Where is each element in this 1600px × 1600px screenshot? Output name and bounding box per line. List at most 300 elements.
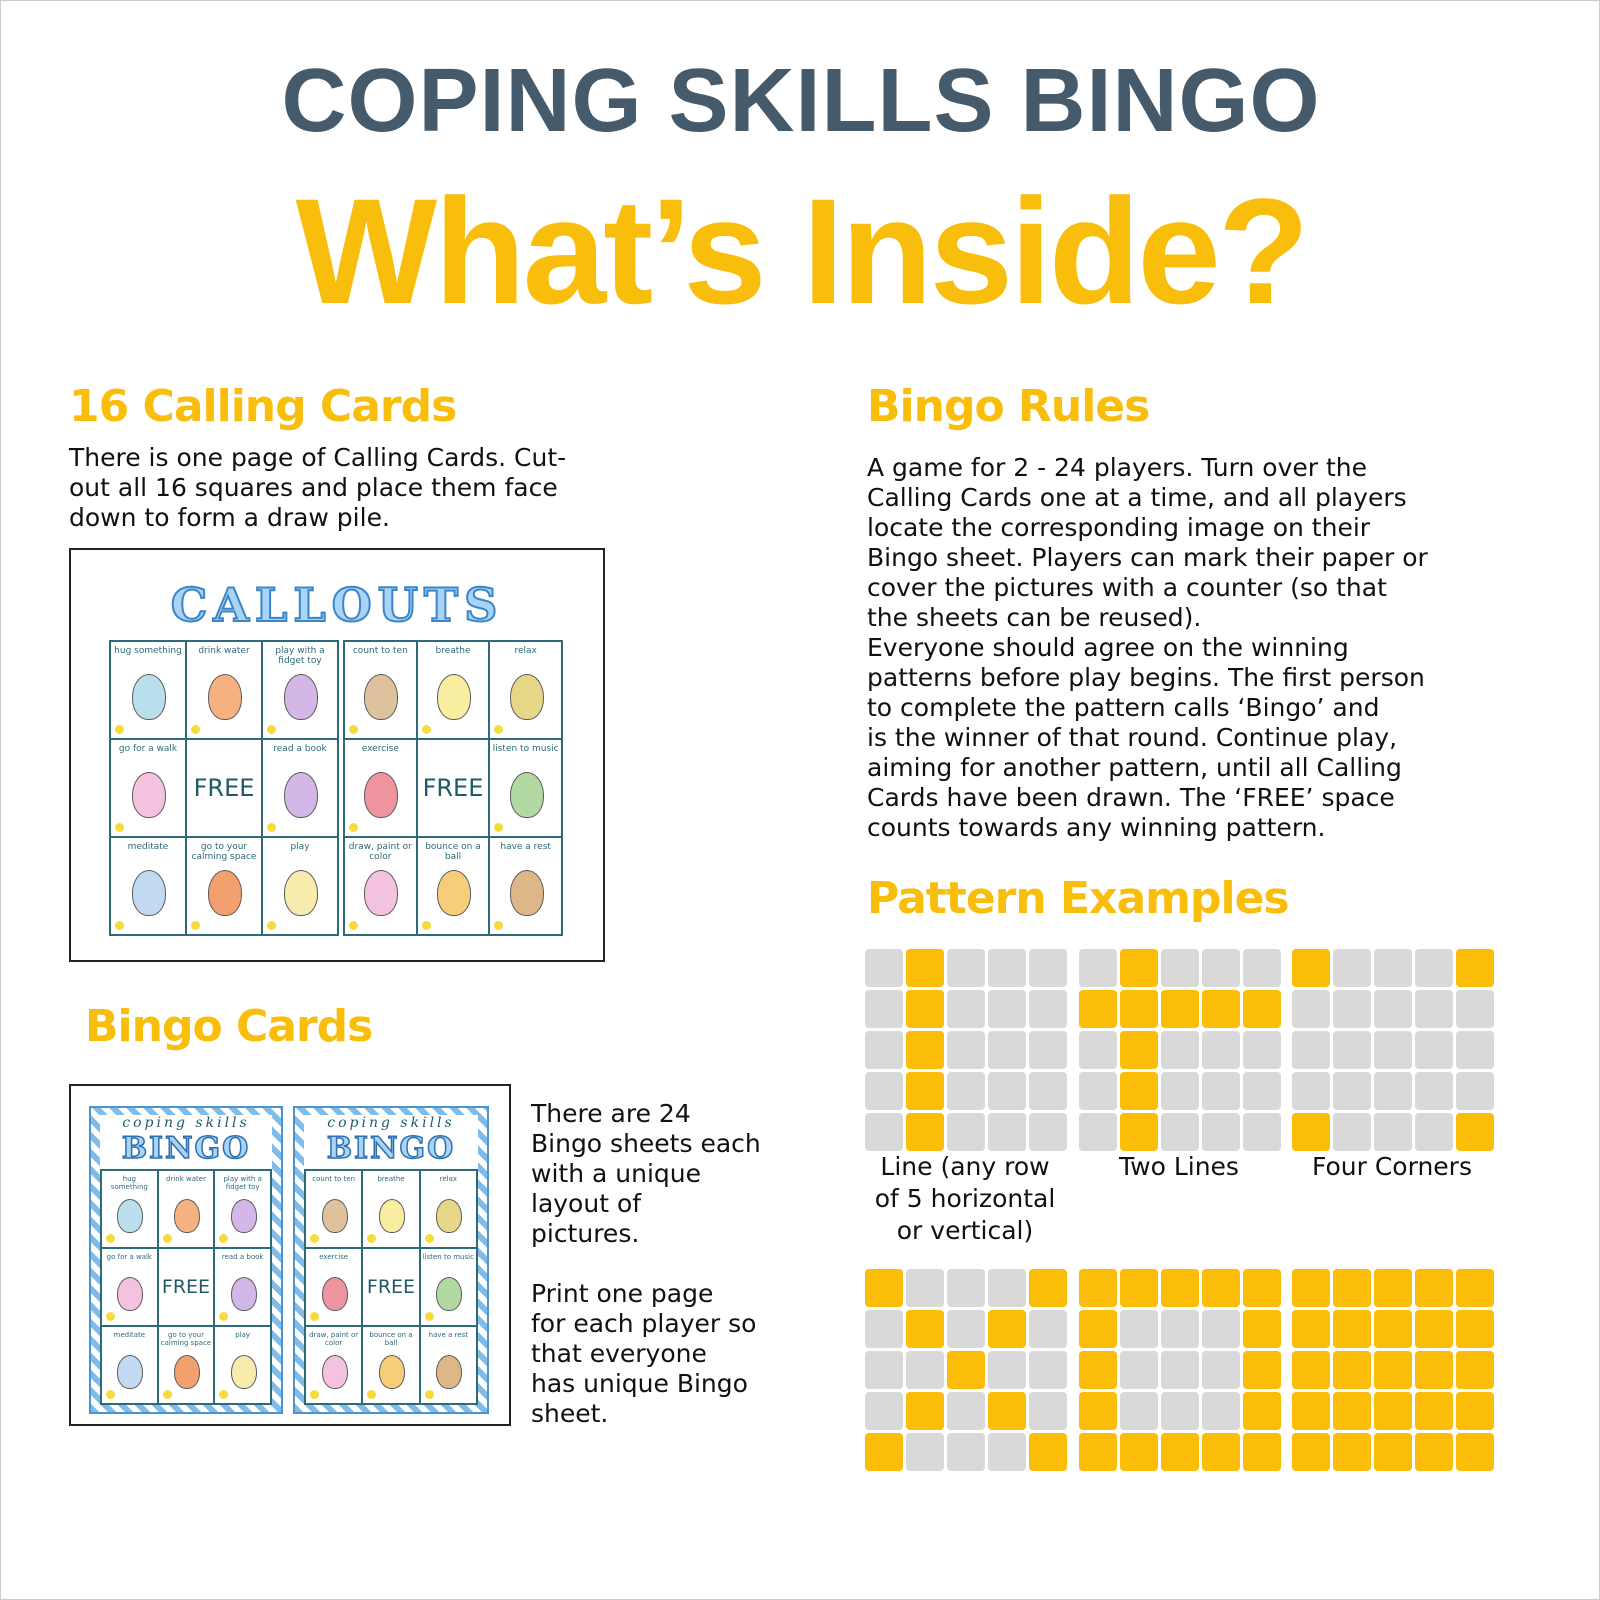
pattern-label-line: Four Corners: [1312, 1152, 1472, 1181]
card-label: play with a fidget toy: [223, 1175, 262, 1191]
bingo-cards-print-note: [531, 1279, 756, 1429]
fingerprint-character-icon: [208, 870, 242, 916]
calling-card: [110, 837, 186, 935]
card-label: relax: [514, 646, 537, 656]
unmarked-square: [947, 1031, 985, 1069]
fingerprint-character-icon: [132, 674, 166, 720]
unmarked-square: [1202, 1351, 1240, 1389]
unmarked-square: [947, 990, 985, 1028]
card-label: draw, paint or color: [309, 1331, 359, 1347]
calling-card: [214, 1326, 271, 1404]
text-line: out all 16 squares and place them face: [69, 473, 558, 502]
unmarked-square: [1243, 1072, 1281, 1110]
fingerprint-character-icon: [322, 1355, 348, 1389]
card-number-badge: [163, 1390, 172, 1399]
sheet-content: [304, 1115, 478, 1405]
unmarked-square: [988, 1113, 1026, 1151]
marked-square: [1120, 1433, 1158, 1471]
text-line: Print one page: [531, 1279, 714, 1308]
marked-square: [1243, 1269, 1281, 1307]
card-label: bounce on a ball: [369, 1331, 413, 1347]
pattern-label-line: or vertical): [896, 1216, 1034, 1245]
unmarked-square: [1415, 990, 1453, 1028]
card-number-badge: [163, 1234, 172, 1243]
marked-square: [1292, 1351, 1330, 1389]
unmarked-square: [1202, 1310, 1240, 1348]
fingerprint-character-icon: [510, 674, 544, 720]
unmarked-square: [988, 1269, 1026, 1307]
text-line: the sheets can be reused).: [867, 603, 1202, 632]
unmarked-square: [1029, 949, 1067, 987]
marked-square: [1456, 949, 1494, 987]
calling-card: [344, 739, 417, 837]
marked-square: [1456, 1433, 1494, 1471]
calling-card: [262, 641, 338, 739]
pattern-grid: [865, 949, 1067, 1151]
card-label: listen to music: [492, 744, 559, 754]
unmarked-square: [988, 949, 1026, 987]
unmarked-square: [947, 1113, 985, 1151]
marked-square: [1079, 990, 1117, 1028]
unmarked-square: [1202, 1072, 1240, 1110]
marked-square: [1374, 1392, 1412, 1430]
unmarked-square: [1415, 1113, 1453, 1151]
unmarked-square: [906, 1433, 944, 1471]
card-number-badge: [349, 921, 358, 930]
unmarked-square: [988, 1351, 1026, 1389]
unmarked-square: [988, 990, 1026, 1028]
text-line: with a unique: [531, 1159, 701, 1188]
unmarked-square: [1292, 990, 1330, 1028]
unmarked-square: [947, 949, 985, 987]
pattern-grid: [865, 1269, 1067, 1471]
card-number-badge: [310, 1312, 319, 1321]
card-number-badge: [115, 921, 124, 930]
card-label: have a rest: [500, 842, 551, 852]
bingo-sheet: [89, 1106, 283, 1414]
calling-card: [489, 837, 562, 935]
marked-square: [1292, 1433, 1330, 1471]
text-line: patterns before play begins. The first person: [867, 663, 1425, 692]
callouts-grid-right: [343, 640, 563, 936]
card-label: exercise: [319, 1253, 349, 1261]
calling-card: [214, 1248, 271, 1326]
calling-card: [262, 837, 338, 935]
unmarked-square: [1029, 990, 1067, 1028]
card-number-badge: [367, 1234, 376, 1243]
unmarked-square: [1333, 1113, 1371, 1151]
unmarked-square: [947, 1433, 985, 1471]
text-line: There are 24: [531, 1099, 691, 1128]
marked-square: [1202, 1433, 1240, 1471]
fingerprint-character-icon: [510, 870, 544, 916]
unmarked-square: [1029, 1113, 1067, 1151]
calling-cards-heading: 16 Calling Cards: [69, 381, 457, 432]
card-label: count to ten: [312, 1175, 356, 1183]
marked-square: [906, 990, 944, 1028]
marked-square: [1292, 1392, 1330, 1430]
calling-card: [158, 1170, 215, 1248]
marked-square: [1079, 1269, 1117, 1307]
page-title: COPING SKILLS BINGO: [281, 51, 1321, 151]
unmarked-square: [947, 1072, 985, 1110]
unmarked-square: [1161, 1072, 1199, 1110]
calling-card: [186, 837, 262, 935]
fingerprint-character-icon: [437, 870, 471, 916]
marked-square: [1456, 1351, 1494, 1389]
pattern-grid: [1079, 949, 1281, 1151]
marked-square: [1333, 1351, 1371, 1389]
unmarked-square: [1415, 949, 1453, 987]
bingo-cards-heading: Bingo Cards: [85, 1001, 373, 1052]
fingerprint-character-icon: [231, 1277, 257, 1311]
pattern-label: [1069, 1151, 1289, 1183]
unmarked-square: [1029, 1351, 1067, 1389]
fingerprint-character-icon: [208, 674, 242, 720]
unmarked-square: [1374, 1072, 1412, 1110]
marked-square: [1333, 1433, 1371, 1471]
card-label: have a rest: [428, 1331, 468, 1339]
card-label: play with a fidget toy: [275, 646, 325, 666]
fingerprint-character-icon: [436, 1199, 462, 1233]
unmarked-square: [1415, 1072, 1453, 1110]
text-line: Everyone should agree on the winning: [867, 633, 1349, 662]
unmarked-square: [988, 1433, 1026, 1471]
card-label: exercise: [361, 744, 399, 754]
calling-card: [420, 1326, 477, 1404]
marked-square: [1161, 1269, 1199, 1307]
fingerprint-character-icon: [117, 1355, 143, 1389]
unmarked-square: [865, 1113, 903, 1151]
unmarked-square: [947, 1269, 985, 1307]
unmarked-square: [865, 1072, 903, 1110]
card-number-badge: [494, 725, 503, 734]
free-space: [186, 739, 262, 837]
marked-square: [865, 1433, 903, 1471]
card-label: read a book: [221, 1253, 264, 1261]
bingo-cards-description: [531, 1099, 761, 1249]
unmarked-square: [1079, 1113, 1117, 1151]
unmarked-square: [1415, 1031, 1453, 1069]
unmarked-square: [1374, 949, 1412, 987]
marked-square: [1415, 1392, 1453, 1430]
card-label: meditate: [127, 842, 169, 852]
calling-card: [305, 1326, 362, 1404]
card-label: relax: [439, 1175, 458, 1183]
calling-card: [110, 739, 186, 837]
text-line: pictures.: [531, 1219, 640, 1248]
unmarked-square: [1079, 1072, 1117, 1110]
card-number-badge: [494, 921, 503, 930]
marked-square: [1120, 1031, 1158, 1069]
marked-square: [906, 1113, 944, 1151]
calling-card: [417, 641, 490, 739]
text-line: A game for 2 - 24 players. Turn over the: [867, 453, 1367, 482]
unmarked-square: [1456, 1031, 1494, 1069]
marked-square: [1243, 1433, 1281, 1471]
marked-square: [1161, 1433, 1199, 1471]
pattern-label: [855, 1151, 1075, 1247]
unmarked-square: [1333, 990, 1371, 1028]
text-line: Bingo sheet. Players can mark their paper or: [867, 543, 1428, 572]
pattern-label-line: of 5 horizontal: [874, 1184, 1056, 1213]
unmarked-square: [1292, 1031, 1330, 1069]
marked-square: [1243, 1351, 1281, 1389]
fingerprint-character-icon: [437, 674, 471, 720]
unmarked-square: [865, 1392, 903, 1430]
unmarked-square: [1243, 1113, 1281, 1151]
pattern-grid: [1079, 1269, 1281, 1471]
marked-square: [906, 1392, 944, 1430]
unmarked-square: [947, 1392, 985, 1430]
marked-square: [1120, 1072, 1158, 1110]
calling-card: [101, 1326, 158, 1404]
calling-cards-description: [69, 443, 566, 533]
unmarked-square: [1202, 1113, 1240, 1151]
marked-square: [1243, 1392, 1281, 1430]
marked-square: [1333, 1269, 1371, 1307]
card-number-badge: [310, 1234, 319, 1243]
marked-square: [1243, 990, 1281, 1028]
unmarked-square: [1374, 1113, 1412, 1151]
card-label: count to ten: [352, 646, 408, 656]
calling-card: [489, 641, 562, 739]
calling-card: [101, 1170, 158, 1248]
unmarked-square: [1202, 1392, 1240, 1430]
text-line: layout of: [531, 1189, 642, 1218]
unmarked-square: [1243, 949, 1281, 987]
marked-square: [1333, 1310, 1371, 1348]
card-number-badge: [422, 725, 431, 734]
text-line: to complete the pattern calls ‘Bingo’ and: [867, 693, 1380, 722]
unmarked-square: [865, 949, 903, 987]
text-line: is the winner of that round. Continue play,: [867, 723, 1398, 752]
calling-card: [110, 641, 186, 739]
pattern-examples-heading: Pattern Examples: [867, 873, 1289, 924]
unmarked-square: [988, 1031, 1026, 1069]
pattern-label: [1282, 1151, 1502, 1183]
fingerprint-character-icon: [117, 1199, 143, 1233]
fingerprint-character-icon: [117, 1277, 143, 1311]
card-label: go to your calming space: [191, 842, 257, 862]
marked-square: [865, 1269, 903, 1307]
calling-card: [101, 1248, 158, 1326]
fingerprint-character-icon: [174, 1355, 200, 1389]
unmarked-square: [1456, 990, 1494, 1028]
callouts-preview: [69, 548, 605, 962]
text-line: aiming for another pattern, until all Calling: [867, 753, 1402, 782]
marked-square: [906, 1072, 944, 1110]
fingerprint-character-icon: [364, 674, 398, 720]
unmarked-square: [1161, 1113, 1199, 1151]
marked-square: [1374, 1351, 1412, 1389]
marked-square: [1415, 1351, 1453, 1389]
card-label: go for a walk: [118, 744, 178, 754]
fingerprint-character-icon: [132, 772, 166, 818]
unmarked-square: [865, 990, 903, 1028]
marked-square: [1120, 1269, 1158, 1307]
marked-square: [1456, 1310, 1494, 1348]
card-number-badge: [267, 921, 276, 930]
marked-square: [1456, 1269, 1494, 1307]
bingo-sheet: [293, 1106, 489, 1414]
unmarked-square: [1292, 1072, 1330, 1110]
unmarked-square: [1029, 1310, 1067, 1348]
fingerprint-character-icon: [379, 1199, 405, 1233]
unmarked-square: [906, 1351, 944, 1389]
marked-square: [1079, 1433, 1117, 1471]
marked-square: [1333, 1392, 1371, 1430]
text-line: cover the pictures with a counter (so that: [867, 573, 1387, 602]
sheet-bingo-title: BINGO: [121, 1131, 251, 1166]
unmarked-square: [1120, 1392, 1158, 1430]
unmarked-square: [1333, 1072, 1371, 1110]
marked-square: [906, 949, 944, 987]
card-number-badge: [267, 823, 276, 832]
marked-square: [1374, 1269, 1412, 1307]
marked-square: [1079, 1351, 1117, 1389]
card-label: go to your calming space: [160, 1331, 212, 1347]
unmarked-square: [1029, 1072, 1067, 1110]
sheet-script-title: coping skills: [327, 1115, 455, 1131]
free-label: FREE: [193, 774, 255, 802]
fingerprint-character-icon: [174, 1199, 200, 1233]
calling-card: [214, 1170, 271, 1248]
card-number-badge: [425, 1390, 434, 1399]
pattern-grid: [1292, 949, 1494, 1151]
unmarked-square: [1079, 949, 1117, 987]
unmarked-square: [1161, 1031, 1199, 1069]
marked-square: [1161, 990, 1199, 1028]
calling-card: [362, 1326, 419, 1404]
unmarked-square: [1161, 1310, 1199, 1348]
pattern-label-line: Line (any row: [880, 1152, 1050, 1181]
unmarked-square: [1161, 1392, 1199, 1430]
card-label: play: [290, 842, 310, 852]
card-number-badge: [494, 823, 503, 832]
card-number-badge: [349, 823, 358, 832]
sheet-grid: [304, 1169, 478, 1405]
marked-square: [1415, 1269, 1453, 1307]
free-label: FREE: [161, 1276, 211, 1298]
unmarked-square: [1079, 1031, 1117, 1069]
unmarked-square: [1374, 1031, 1412, 1069]
unmarked-square: [865, 1031, 903, 1069]
page-subtitle: What’s Inside?: [295, 167, 1307, 335]
card-label: breathe: [377, 1175, 405, 1183]
text-line: down to form a draw pile.: [69, 503, 390, 532]
unmarked-square: [1029, 1031, 1067, 1069]
marked-square: [1292, 949, 1330, 987]
text-line: has unique Bingo: [531, 1369, 748, 1398]
calling-card: [305, 1248, 362, 1326]
marked-square: [1120, 990, 1158, 1028]
callouts-grid-left: [109, 640, 339, 936]
calling-card: [420, 1170, 477, 1248]
unmarked-square: [1029, 1392, 1067, 1430]
free-label: FREE: [366, 1276, 416, 1298]
card-number-badge: [310, 1390, 319, 1399]
marked-square: [988, 1392, 1026, 1430]
unmarked-square: [1120, 1351, 1158, 1389]
fingerprint-character-icon: [510, 772, 544, 818]
card-number-badge: [191, 725, 200, 734]
fingerprint-character-icon: [364, 870, 398, 916]
sheet-script-title: coping skills: [122, 1115, 250, 1131]
unmarked-square: [865, 1310, 903, 1348]
free-label: FREE: [422, 774, 484, 802]
card-number-badge: [219, 1390, 228, 1399]
free-space: [362, 1248, 419, 1326]
card-number-badge: [349, 725, 358, 734]
sheet-bingo-title: BINGO: [326, 1131, 456, 1166]
free-space: [158, 1248, 215, 1326]
calling-card: [344, 837, 417, 935]
card-number-badge: [367, 1390, 376, 1399]
bingo-sheets-preview: [69, 1084, 511, 1426]
sheet-content: [100, 1115, 272, 1405]
marked-square: [1120, 1113, 1158, 1151]
card-number-badge: [425, 1234, 434, 1243]
marked-square: [1415, 1310, 1453, 1348]
fingerprint-character-icon: [379, 1355, 405, 1389]
rules-heading: Bingo Rules: [867, 381, 1150, 432]
sheet-grid: [100, 1169, 272, 1405]
card-number-badge: [115, 725, 124, 734]
unmarked-square: [1374, 990, 1412, 1028]
card-number-badge: [219, 1312, 228, 1321]
card-number-badge: [106, 1234, 115, 1243]
card-number-badge: [219, 1234, 228, 1243]
fingerprint-character-icon: [436, 1355, 462, 1389]
calling-card: [344, 641, 417, 739]
unmarked-square: [1456, 1072, 1494, 1110]
unmarked-square: [1333, 949, 1371, 987]
card-number-badge: [422, 921, 431, 930]
marked-square: [1415, 1433, 1453, 1471]
text-line: Calling Cards one at a time, and all players: [867, 483, 1407, 512]
text-line: for each player so: [531, 1309, 757, 1338]
marked-square: [1079, 1310, 1117, 1348]
calling-card: [362, 1170, 419, 1248]
marked-square: [988, 1310, 1026, 1348]
marked-square: [1292, 1310, 1330, 1348]
card-label: listen to music: [422, 1253, 474, 1261]
marked-square: [1202, 990, 1240, 1028]
card-number-badge: [191, 921, 200, 930]
unmarked-square: [1333, 1031, 1371, 1069]
fingerprint-character-icon: [231, 1355, 257, 1389]
card-label: breathe: [435, 646, 471, 656]
unmarked-square: [1161, 1351, 1199, 1389]
calling-card: [489, 739, 562, 837]
calling-card: [417, 837, 490, 935]
card-number-badge: [115, 823, 124, 832]
card-number-badge: [106, 1312, 115, 1321]
fingerprint-character-icon: [231, 1199, 257, 1233]
text-line: counts towards any winning pattern.: [867, 813, 1326, 842]
unmarked-square: [865, 1351, 903, 1389]
calling-card: [186, 641, 262, 739]
card-number-badge: [267, 725, 276, 734]
marked-square: [1029, 1269, 1067, 1307]
fingerprint-character-icon: [132, 870, 166, 916]
free-space: [417, 739, 490, 837]
unmarked-square: [1202, 1031, 1240, 1069]
text-line: locate the corresponding image on their: [867, 513, 1371, 542]
calling-card: [305, 1170, 362, 1248]
card-label: bounce on a ball: [425, 842, 481, 862]
